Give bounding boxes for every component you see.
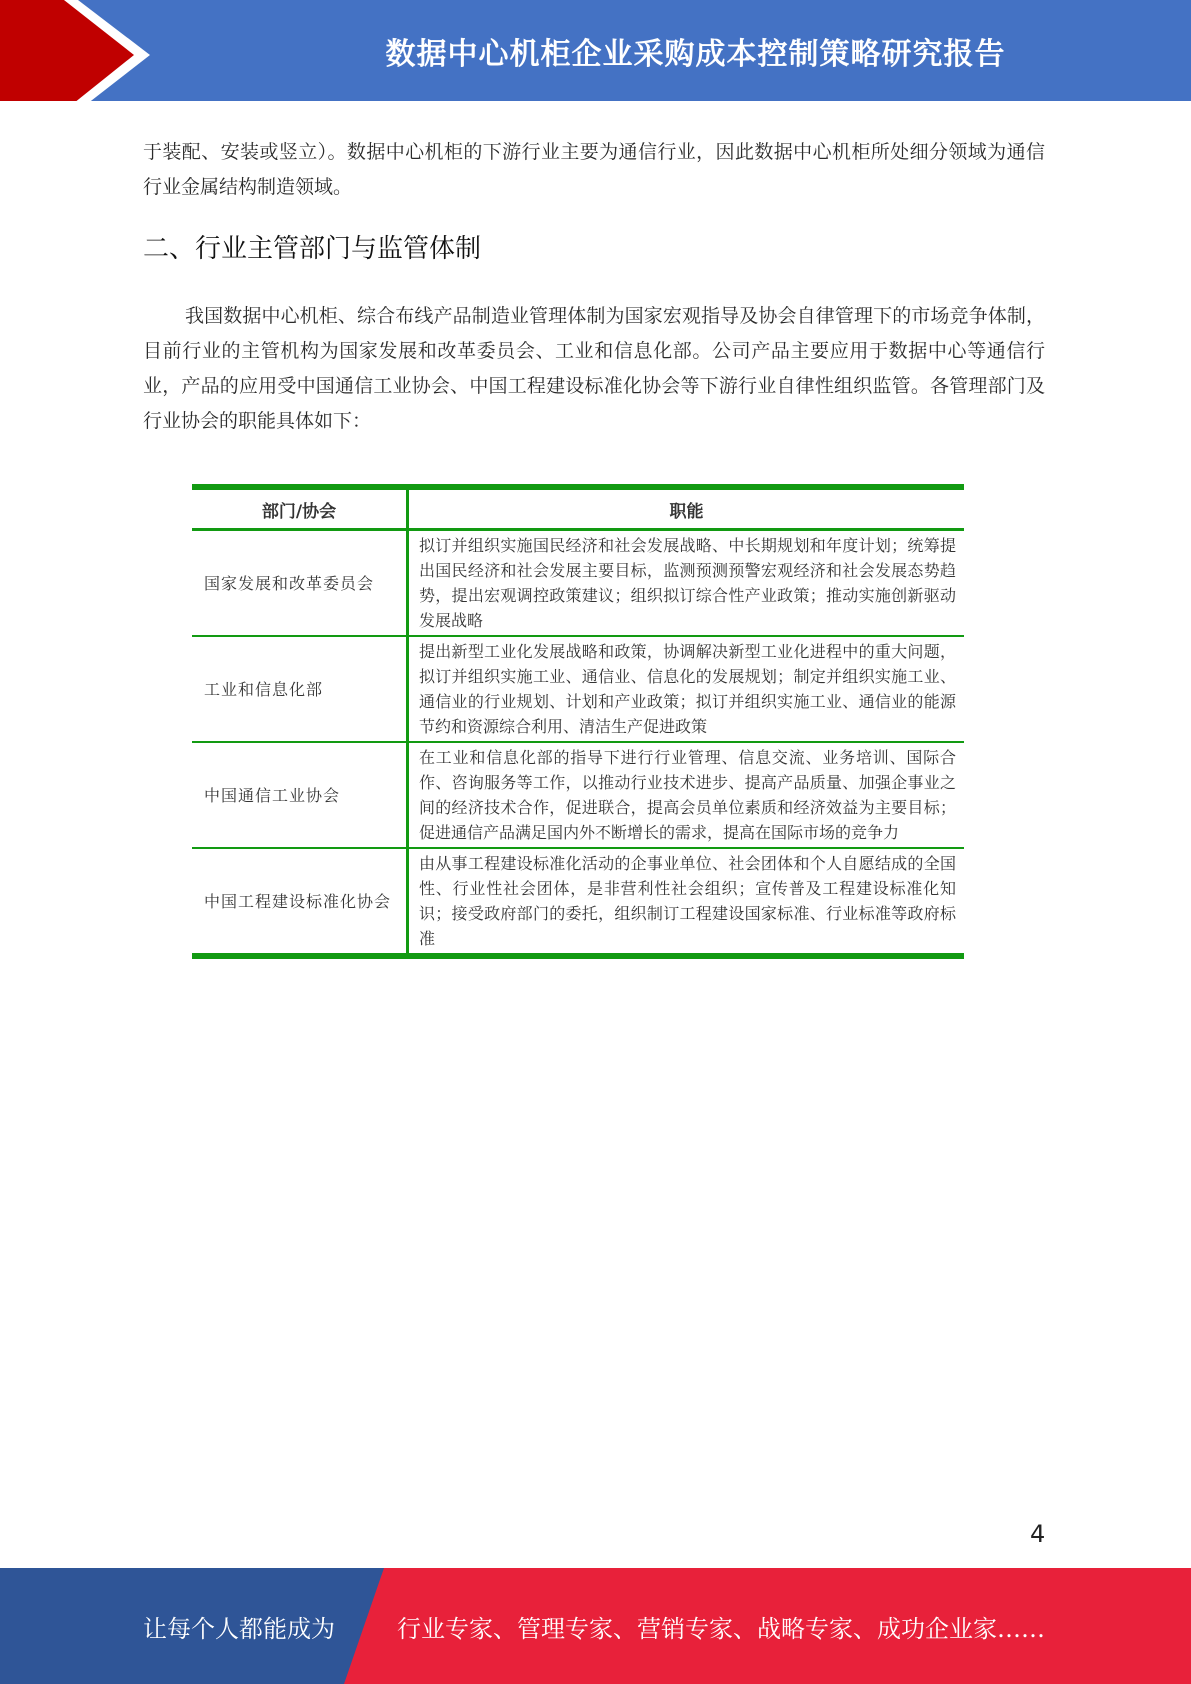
footer-slogan-right: 行业专家、管理专家、营销专家、战略专家、成功企业家…… xyxy=(397,1614,1045,1643)
table-row xyxy=(192,848,964,956)
body-block-1 xyxy=(143,135,1045,205)
paragraph-continuation: 于装配、安装或竖立）。数据中心机柜的下游行业主要为通信行业，因此数据中心机柜所处细分领域为通信行业金属结构制造领域。 xyxy=(143,141,1045,198)
regulators-table xyxy=(192,484,964,959)
table-row xyxy=(192,636,964,742)
dept-cell: 工业和信息化部 xyxy=(192,636,408,742)
duty-table xyxy=(192,484,964,959)
page-footer xyxy=(0,1568,1191,1684)
column-header-duty: 职能 xyxy=(408,487,965,530)
duty-cell: 拟订并组织实施国民经济和社会发展战略、中长期规划和年度计划；统筹提出国民经济和社会发展主要目标，监测预测预警宏观经济和社会发展态势趋势，提出宏观调控政策建议；组织拟订综合性产业政策；推动实施创新驱动发展战略 xyxy=(408,530,965,637)
dept-cell: 中国通信工业协会 xyxy=(192,742,408,848)
table-row xyxy=(192,742,964,848)
section-heading: 二、行业主管部门与监管体制 xyxy=(143,234,482,264)
duty-cell: 提出新型工业化发展战略和政策，协调解决新型工业化进程中的重大问题，拟订并组织实施工业、通信业、信息化的发展规划；制定并组织实施工业、通信业的行业规划、计划和产业政策；拟订并组织实施工业、通信业的能源节约和资源综合利用、清洁生产促进政策 xyxy=(408,636,965,742)
duty-cell: 由从事工程建设标准化活动的企事业单位、社会团体和个人自愿结成的全国性、行业性社会团体，是非营利性社会组织；宣传普及工程建设标准化知识；接受政府部门的委托，组织制订工程建设国家标准、行业标准等政府标准 xyxy=(419,854,956,948)
dept-cell: 国家发展和改革委员会 xyxy=(192,530,408,637)
table-header-row xyxy=(192,487,964,530)
dept-cell: 中国工程建设标准化协会 xyxy=(192,848,408,956)
page-number: 4 xyxy=(1030,1520,1046,1548)
table-row xyxy=(192,530,964,637)
paragraph-regulation: 我国数据中心机柜、综合布线产品制造业管理体制为国家宏观指导及协会自律管理下的市场竞争体制，目前行业的主管机构为国家发展和改革委员会、工业和信息化部。公司产品主要应用于数据中心等通信行业，产品的应用受中国通信工业协会、中国工程建设标准化协会等下游行业自律性组织监管。各管理部门及行业协会的职能具体如下： xyxy=(143,305,1045,432)
footer-slogan-left: 让每个人都能成为 xyxy=(143,1614,335,1643)
header-title: 数据中心机柜企业采购成本控制策略研究报告 xyxy=(385,36,1006,72)
body-block-2 xyxy=(143,299,1045,439)
column-header-dept: 部门/协会 xyxy=(192,487,408,530)
duty-cell: 在工业和信息化部的指导下进行行业管理、信息交流、业务培训、国际合作、咨询服务等工作，以推动行业技术进步、提高产品质量、加强企事业之间的经济技术合作，促进联合，提高会员单位素质和经济效益为主要目标；促进通信产品满足国内外不断增长的需求，提高在国际市场的竞争力 xyxy=(408,742,965,848)
page-header xyxy=(0,0,1191,111)
